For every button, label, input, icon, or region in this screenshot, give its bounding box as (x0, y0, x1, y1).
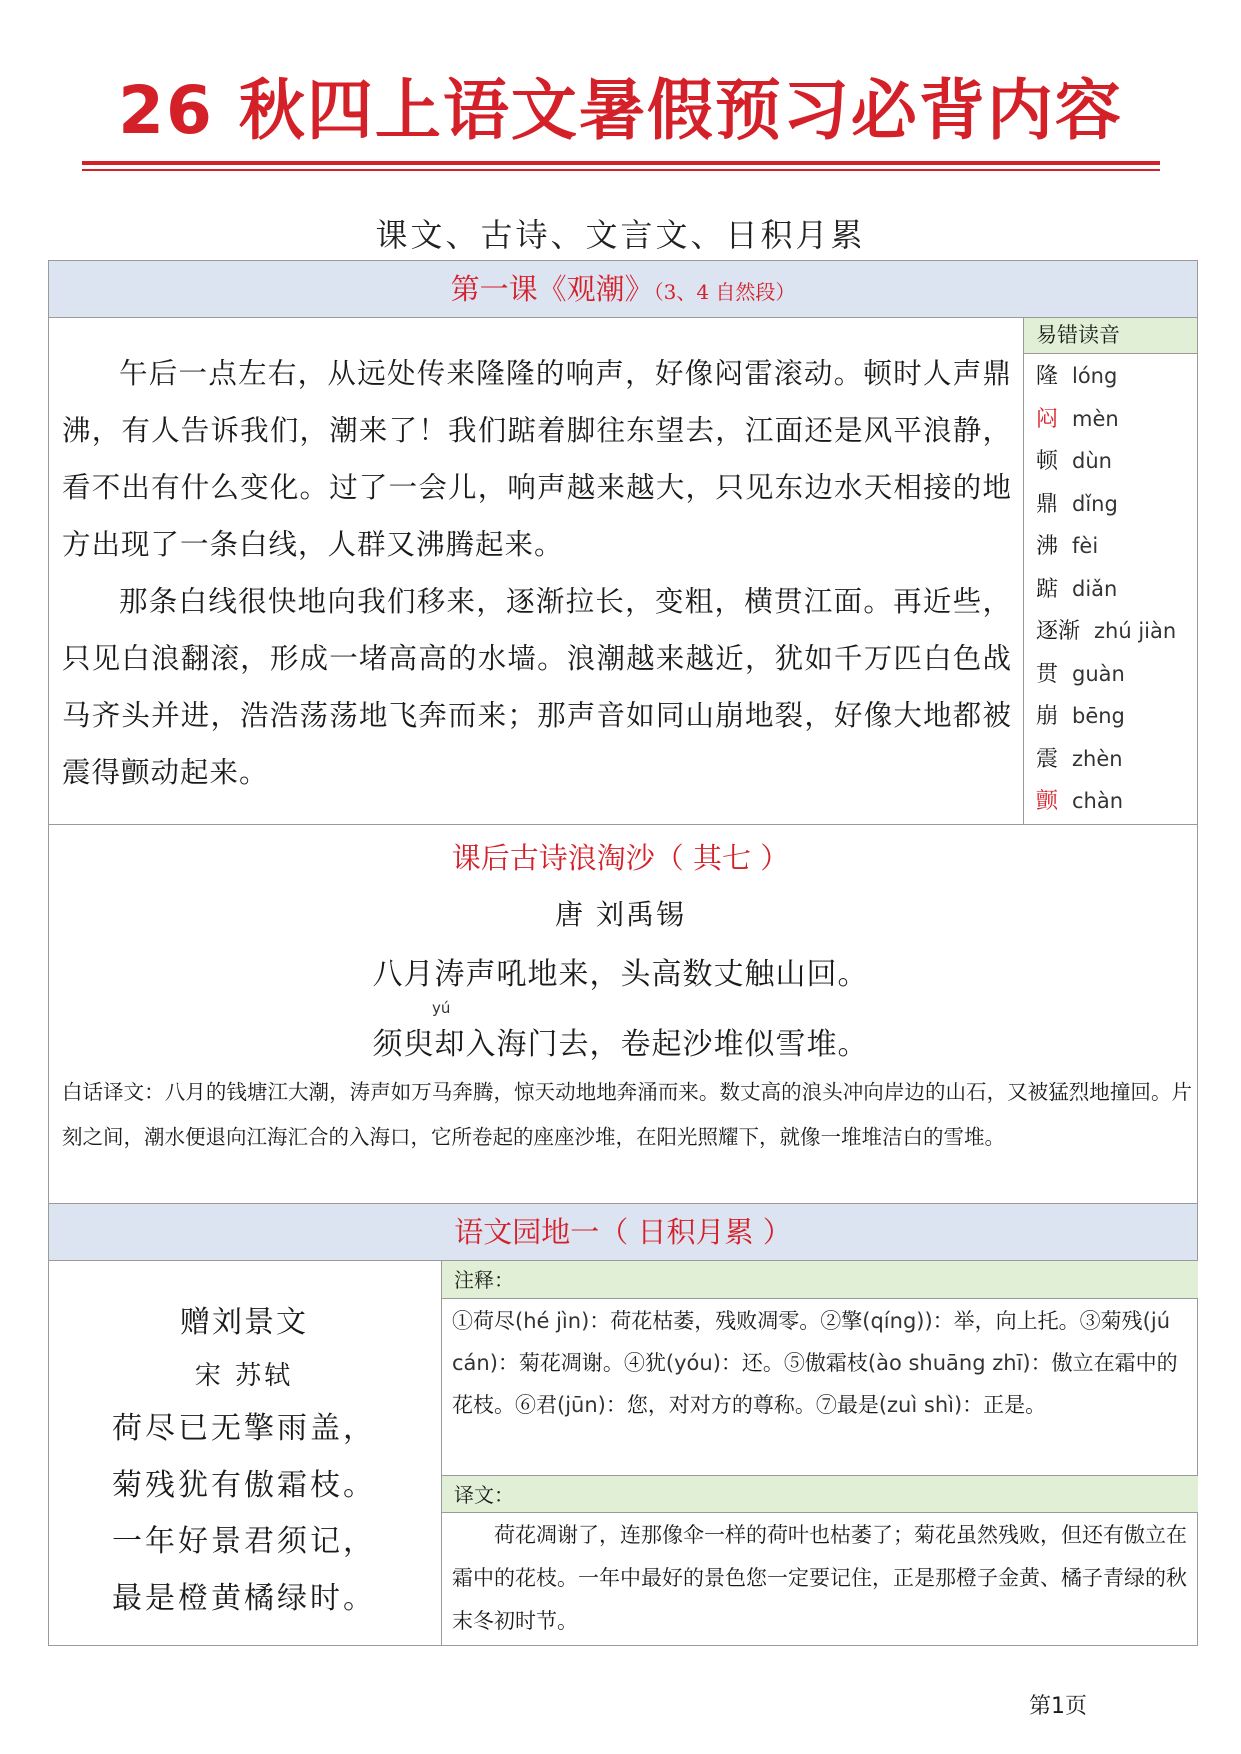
pronunciation-char: 沸 (1036, 534, 1059, 559)
pronunciation-char: 颤 (1036, 789, 1059, 814)
note-num: ⑦ (815, 1393, 837, 1417)
garden-poem-author: 宋 苏轼 (194, 1361, 294, 1391)
note-word: 菊残 (1100, 1309, 1143, 1333)
note-num: ④ (623, 1351, 645, 1375)
pronunciation-pinyin: diǎn (1072, 576, 1118, 601)
note-word: 傲霜枝 (804, 1351, 868, 1375)
note-meaning: ：菊花凋谢。 (497, 1351, 624, 1375)
note-num: ⑤ (783, 1351, 805, 1375)
pronunciation-pinyin: bēng (1072, 704, 1125, 728)
garden-translation: 荷花凋谢了，连那像伞一样的荷叶也枯萎了；菊花虽然残败，但还有傲立在霜中的花枝。一年中最好的景色您一定要记住，正是那橙子金黄、橘子青绿的秋末冬初时节。 (452, 1523, 1187, 1633)
pronunciation-char: 震 (1036, 746, 1059, 772)
note-num: ③ (1079, 1309, 1101, 1333)
pronunciation-item (1036, 525, 1196, 568)
garden-poem-line-2: 菊残犹有傲霜枝。 (112, 1468, 376, 1503)
pronunciation-char: 逐渐 (1036, 619, 1081, 644)
poem-author: 唐 刘禹锡 (555, 898, 686, 931)
pronunciation-char: 踮 (1036, 576, 1059, 602)
pronunciation-pinyin: lóng (1072, 364, 1118, 388)
pronunciation-item (1036, 398, 1196, 441)
note-word: 最是 (836, 1393, 879, 1417)
garden-poem-line-4: 最是橙黄橘绿时。 (112, 1581, 376, 1616)
note-meaning: ：还。 (720, 1351, 784, 1375)
note-item (816, 1393, 1046, 1417)
note-num: ① (452, 1309, 473, 1333)
note-pinyin: (ào shuāng zhī) (867, 1351, 1031, 1375)
note-word: 君 (536, 1393, 557, 1417)
note-meaning: ：举，向上托。 (932, 1309, 1080, 1333)
poem-line-2: 须臾却入海门去，卷起沙堆似雪堆。 (372, 1027, 869, 1062)
pronunciation-pinyin: fèi (1072, 534, 1099, 558)
pronunciation-pinyin: zhú jiàn (1094, 619, 1177, 643)
pronunciation-item (1036, 355, 1196, 398)
note-item (624, 1351, 784, 1375)
note-meaning: ：荷花枯萎，残败凋零。 (589, 1309, 821, 1333)
note-item (820, 1309, 1079, 1333)
note-word: 擎 (841, 1309, 863, 1333)
poem-line-1: 八月涛声吼地来，头高数丈触山回。 (372, 957, 869, 992)
note-pinyin: (qíng)) (862, 1309, 933, 1333)
note-pinyin: (jūn) (557, 1393, 606, 1417)
page-title: 26 秋四上语文暑假预习必背内容 (118, 72, 1123, 149)
pronunciation-item (1036, 483, 1196, 526)
pronunciation-char: 闷 (1036, 406, 1059, 432)
garden-poem-title: 赠刘景文 (180, 1305, 308, 1340)
note-num: ⑥ (515, 1393, 536, 1417)
pronunciation-divider (1023, 318, 1024, 824)
pronunciation-item (1036, 653, 1196, 696)
pronunciation-item (1036, 738, 1196, 781)
pronunciation-char: 崩 (1036, 704, 1059, 729)
pronunciation-item (1036, 780, 1196, 823)
notes-list (452, 1300, 1187, 1426)
pronunciation-char: 顿 (1036, 449, 1059, 474)
garden-header-band: 语文园地一（ 日积月累 ） (48, 1203, 1198, 1261)
pronunciation-item (1036, 610, 1196, 653)
garden-divider (441, 1261, 442, 1645)
note-meaning: ：傲立在霜中的花枝。 (452, 1351, 1178, 1417)
note-pinyin: (jú cán) (452, 1309, 1171, 1375)
pronunciation-pinyin: mèn (1072, 406, 1119, 431)
lesson1-paragraph-2: 那条白线很快地向我们移来，逐渐拉长，变粗，横贯江面。再近些，只见白浪翻滚，形成一堵高高的水墙。浪潮越来越近，犹如千万匹白色战马齐头并进，浩浩荡荡地飞奔而来；那声音如同山崩地裂，好像大地都被震得颤动起来。 (62, 585, 1012, 789)
title-underline-thick (82, 161, 1160, 165)
poem-pinyin-annotation: yú (432, 999, 451, 1017)
poem-title: 课后古诗浪淘沙（ 其七 ） (451, 841, 790, 875)
lesson1-title: 第一课《观潮》 (450, 272, 654, 306)
pronunciation-pinyin: dǐng (1072, 491, 1118, 516)
note-pinyin: (zuì shì) (878, 1393, 963, 1417)
note-word: 荷尽 (473, 1309, 515, 1333)
pronunciation-char: 鼎 (1036, 491, 1059, 517)
pronunciation-heading: 易错读音 (1024, 318, 1197, 354)
page-subtitle: 课文、古诗、文言文、日积月累 (375, 216, 866, 254)
pronunciation-list (1036, 355, 1196, 823)
note-num: ② (820, 1309, 842, 1333)
pronunciation-char: 贯 (1036, 661, 1059, 687)
garden-poem-line-1: 荷尽已无擎雨盖， (112, 1411, 376, 1446)
page-number: 第1页 (1029, 1694, 1087, 1719)
pronunciation-pinyin: guàn (1072, 661, 1125, 686)
garden-poem-line-3: 一年好景君须记， (112, 1524, 376, 1559)
title-underline-thin (82, 169, 1160, 171)
lesson1-header-band (48, 260, 1198, 318)
note-meaning: ：您，对对方的尊称。 (605, 1393, 816, 1417)
note-pinyin: (hé jìn) (515, 1309, 590, 1333)
pronunciation-char: 隆 (1036, 364, 1059, 389)
lesson1-paragraph-note: （3、4 自然段） (653, 280, 796, 304)
translation-heading: 译文： (442, 1475, 1198, 1513)
pronunciation-item (1036, 440, 1196, 483)
note-item (452, 1309, 820, 1333)
lesson1-paragraph-1: 午后一点左右，从远处传来隆隆的响声，好像闷雷滚动。顿时人声鼎沸，有人告诉我们，潮来了！我们踮着脚往东望去，江面还是风平浪静，看不出有什么变化。过了一会儿，响声越来越大，只见东边水天相接的地方出现了一条白线，人群又沸腾起来。 (62, 357, 1012, 561)
note-pinyin: (yóu) (665, 1351, 721, 1375)
pronunciation-item (1036, 568, 1196, 611)
pronunciation-item (1036, 695, 1196, 738)
pronunciation-pinyin: dùn (1072, 449, 1112, 473)
note-meaning: ：正是。 (962, 1393, 1047, 1417)
note-item (515, 1393, 816, 1417)
pronunciation-pinyin: chàn (1072, 789, 1124, 813)
note-word: 犹 (644, 1351, 666, 1375)
pronunciation-pinyin: zhèn (1072, 746, 1123, 771)
poem-translation: 白话译文：八月的钱塘江大潮，涛声如万马奔腾，惊天动地地奔涌而来。数丈高的浪头冲向岸边的山石，又被猛烈地撞回。片刻之间，潮水便退向江海汇合的入海口，它所卷起的座座沙堆，在阳光照耀下，就像一堆堆洁白的雪堆。 (62, 1080, 1192, 1149)
notes-heading: 注释： (442, 1261, 1198, 1299)
